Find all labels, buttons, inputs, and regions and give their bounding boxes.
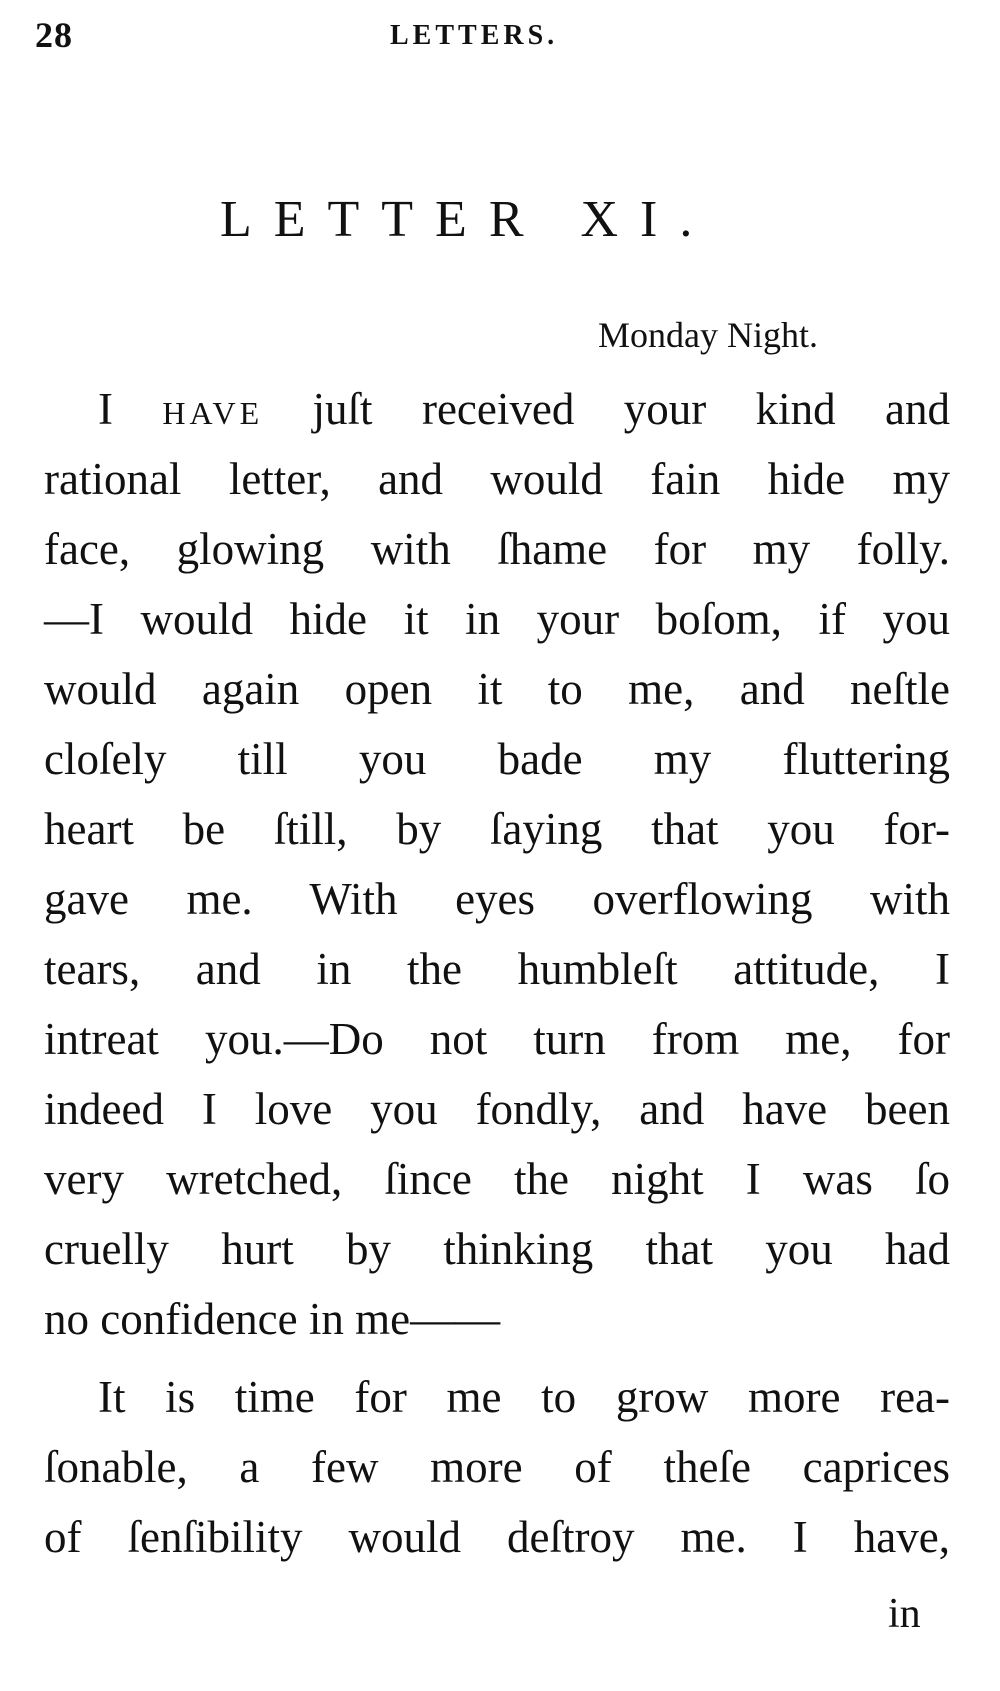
opening-rest: juſt received your kind and bbox=[263, 384, 950, 434]
text-line: of ſenſibility would deſtroy me. I have, bbox=[44, 1512, 950, 1562]
paragraph-gap bbox=[44, 1354, 950, 1362]
letter-title: LETTER XI. bbox=[220, 191, 715, 248]
text-line: indeed I love you fondly, and have been bbox=[44, 1084, 950, 1134]
text-line: cloſely till you bade my fluttering bbox=[44, 734, 950, 784]
text-line: intreat you.—Do not turn from me, for bbox=[44, 1014, 950, 1064]
opening-word: I bbox=[98, 384, 113, 434]
running-head: LETTERS. bbox=[390, 20, 559, 51]
text-line: face, glowing with ſhame for my folly. bbox=[44, 524, 950, 574]
text-line: very wretched, ſince the night I was ſo bbox=[44, 1154, 950, 1204]
text-line: no confidence in me—— bbox=[44, 1294, 501, 1344]
text-line: rational letter, and would fain hide my bbox=[44, 454, 950, 504]
catchword: in bbox=[888, 1591, 921, 1637]
paragraph-2-line-1: It is time for me to grow more rea- bbox=[98, 1372, 950, 1422]
text-line: would again open it to me, and neſtle bbox=[44, 664, 950, 714]
text-line: tears, and in the humbleſt attitude, I bbox=[44, 944, 950, 994]
text-line: cruelly hurt by thinking that you had bbox=[44, 1224, 950, 1274]
text-line: ſonable, a few more of theſe caprices bbox=[44, 1442, 950, 1492]
letter-body bbox=[44, 374, 950, 1572]
paragraph-1-line-1 bbox=[44, 374, 950, 444]
page-number: 28 bbox=[35, 15, 73, 55]
opening-smallcaps: HAVE bbox=[162, 395, 264, 431]
dateline: Monday Night. bbox=[598, 315, 818, 355]
text-line: gave me. With eyes overflowing with bbox=[44, 874, 950, 924]
text-line: —I would hide it in your boſom, if you bbox=[44, 594, 950, 644]
text-line: heart be ſtill, by ſaying that you for- bbox=[44, 804, 950, 854]
